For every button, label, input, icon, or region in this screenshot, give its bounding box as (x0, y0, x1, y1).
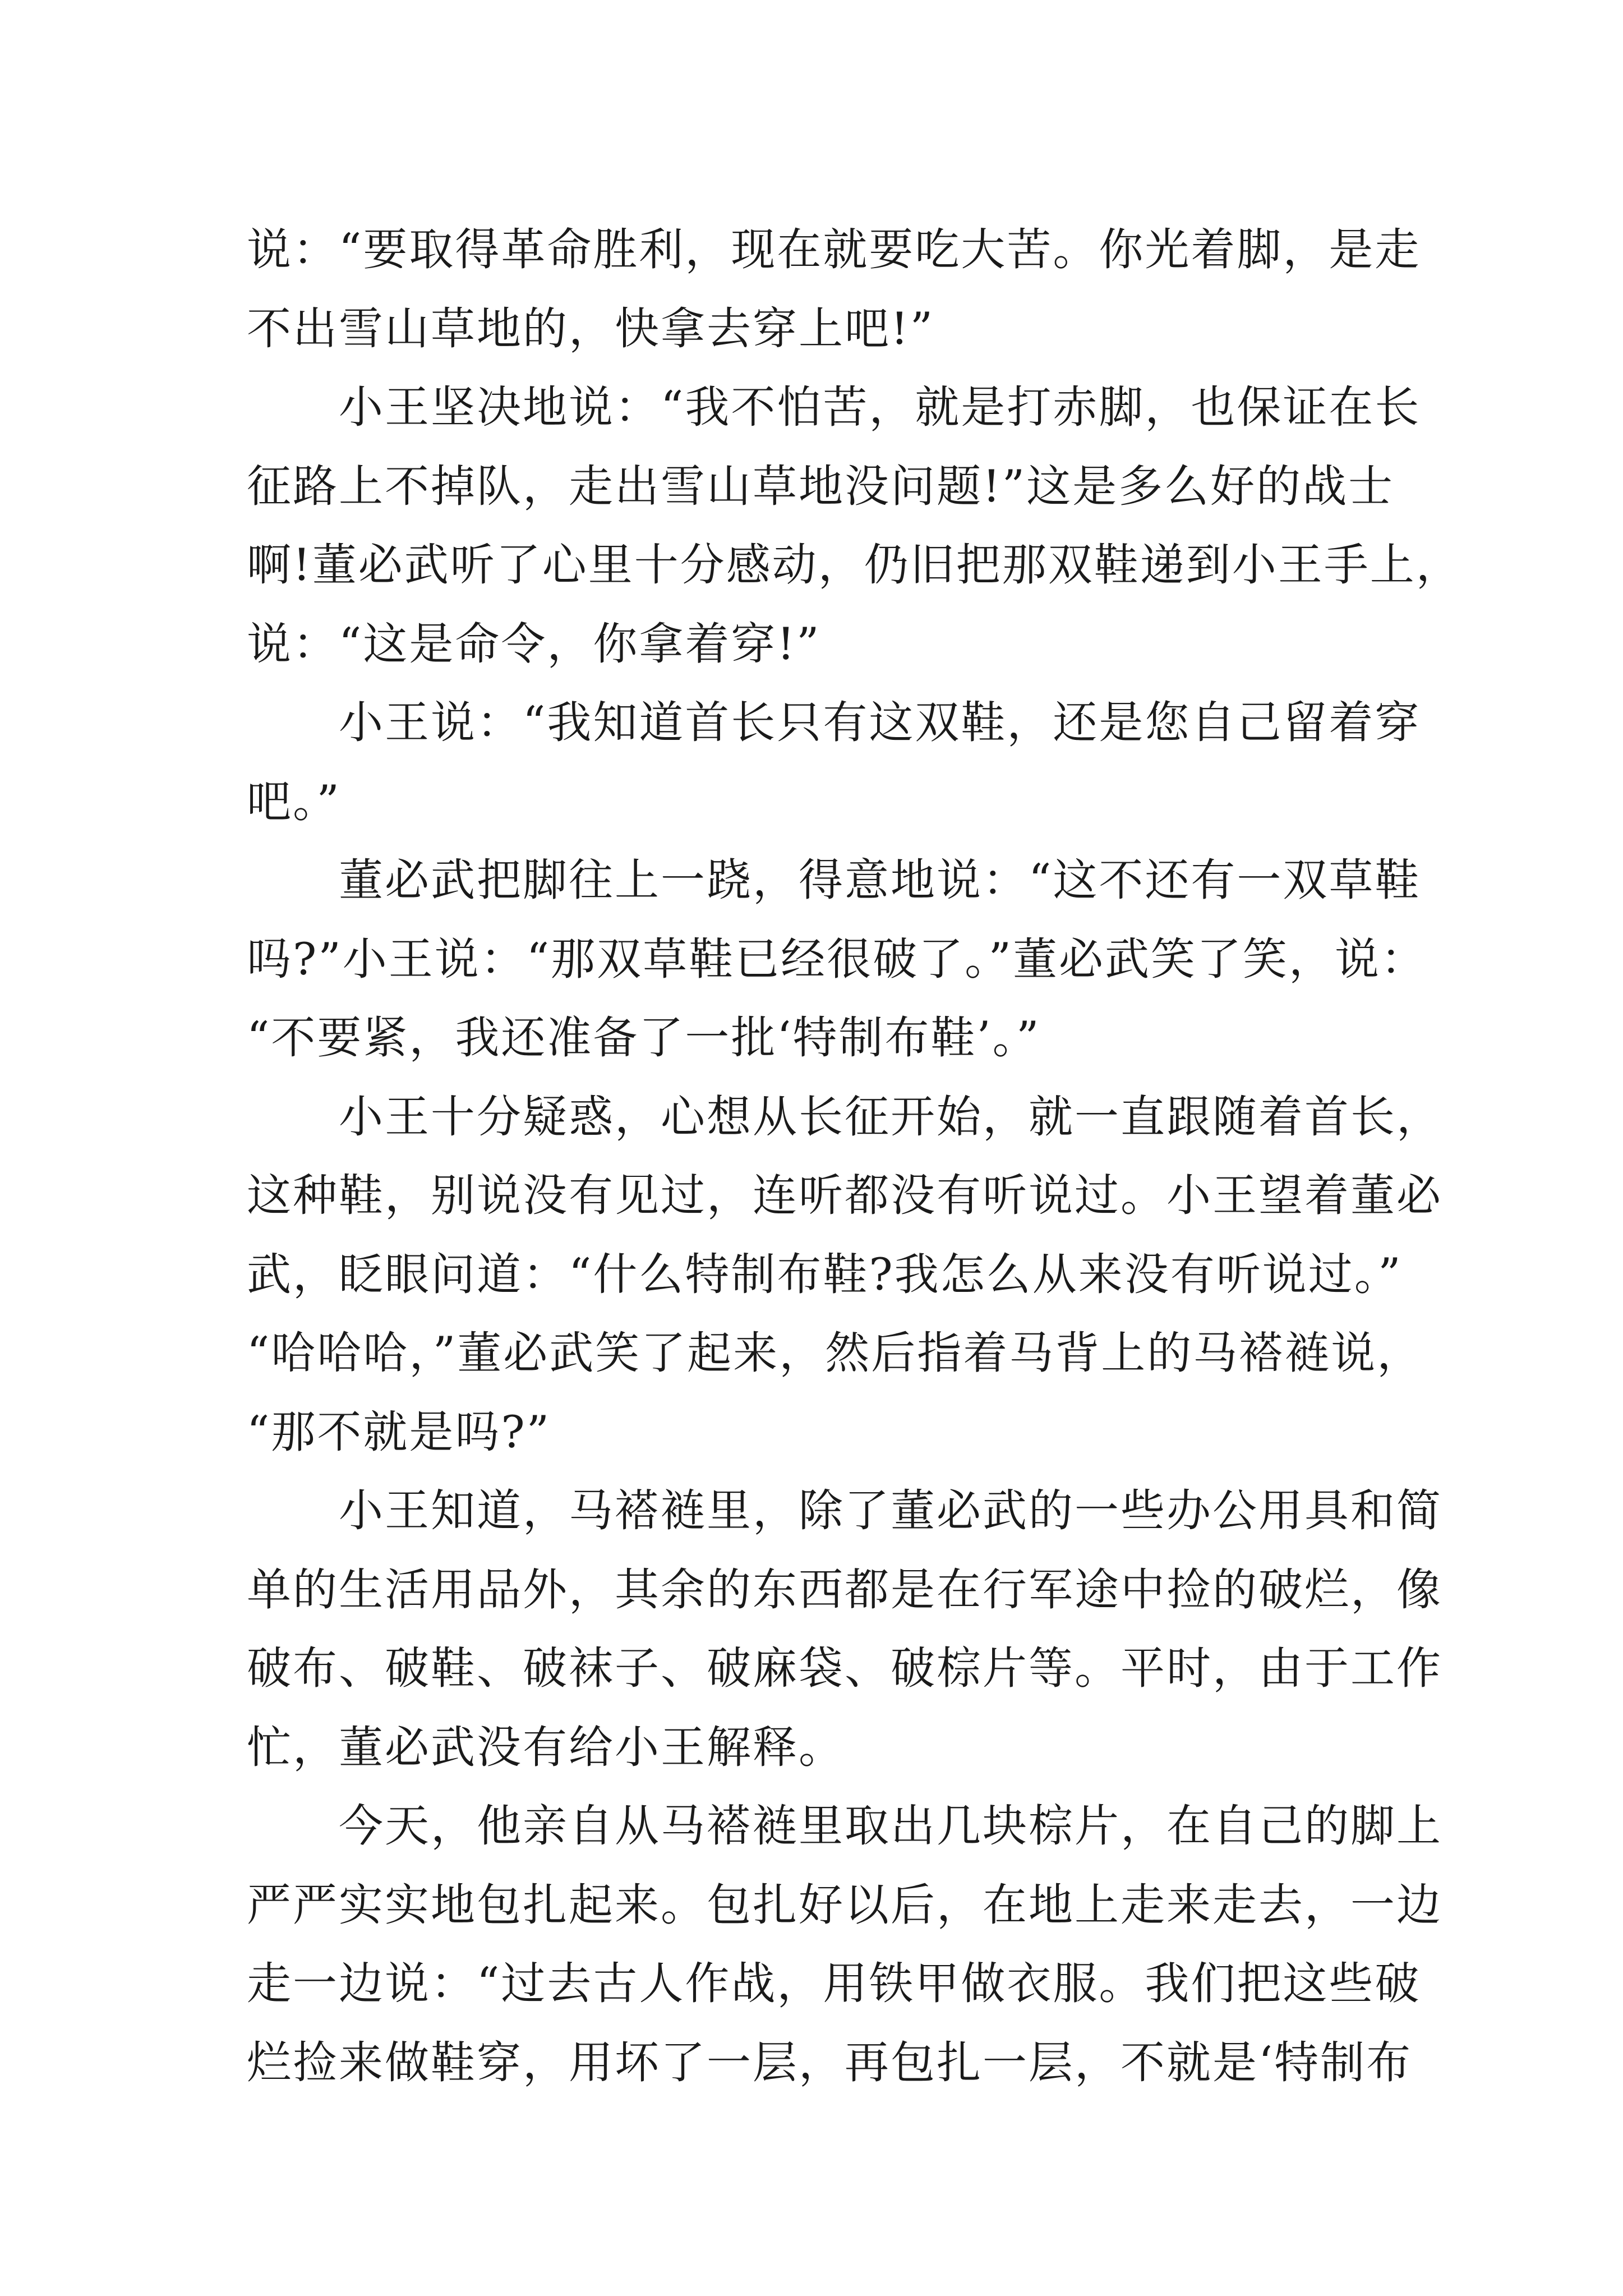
text-line: 忙，董必武没有给小王解释。 (247, 1721, 845, 1773)
text-line: 单的生活用品外，其余的东西都是在行军途中捡的破烂，像 (247, 1563, 1442, 1616)
text-line: 小王说：“我知道首长只有这双鞋，还是您自己留着穿 (247, 697, 1421, 748)
text-line: 董必武把脚往上一跷，得意地说：“这不还有一双草鞋 (247, 854, 1421, 906)
text-line: “那不就是吗?” (247, 1406, 551, 1458)
text-line: 烂捡来做鞋穿，用坏了一层，再包扎一层，不就是‘特制布 (247, 2036, 1413, 2088)
text-line: 说：“这是命令，你拿着穿!” (247, 618, 821, 670)
text-line: 破布、破鞋、破袜子、破麻袋、破棕片等。平时，由于工作 (247, 1642, 1442, 1694)
text-line: 走一边说：“过去古人作战，用铁甲做衣服。我们把这些破 (247, 1958, 1421, 2009)
text-line: 吧。” (247, 775, 341, 827)
text-line: 说：“要取得革命胜利，现在就要吃大苦。你光着脚，是走 (247, 224, 1421, 275)
text-line: 今天，他亲自从马褡裢里取出几块棕片，在自己的脚上 (247, 1800, 1442, 1852)
text-line: “不要紧，我还准备了一批‘特制布鞋’。” (247, 1012, 1041, 1064)
text-line: 不出雪山草地的，快拿去穿上吧!” (247, 302, 935, 355)
text-line: 啊!董必武听了心里十分感动，仍旧把那双鞋递到小王手上， (247, 539, 1462, 591)
text-line: 吗?”小王说：“那双草鞋已经很破了。”董必武笑了笑，说： (247, 933, 1427, 985)
text-line: 小王十分疑惑，心想从长征开始，就一直跟随着首长， (247, 1091, 1442, 1143)
text-line: 小王坚决地说：“我不怕苦，就是打赤脚，也保证在长 (247, 381, 1421, 433)
text-line: 小王知道，马褡裢里，除了董必武的一些办公用具和简 (247, 1485, 1442, 1536)
text-line: 这种鞋，别说没有见过，连听都没有听说过。小王望着董必 (247, 1170, 1442, 1221)
text-line: 征路上不掉队，走出雪山草地没问题!”这是多么好的战士 (247, 460, 1395, 512)
body-text (247, 210, 1462, 2102)
text-line: 武，眨眼问道：“什么特制布鞋?我怎么从来没有听说过。” (247, 1248, 1403, 1300)
text-line: “哈哈哈，”董必武笑了起来，然后指着马背上的马褡裢说， (247, 1327, 1423, 1379)
text-line: 严严实实地包扎起来。包扎好以后，在地上走来走去，一边 (247, 1879, 1442, 1931)
